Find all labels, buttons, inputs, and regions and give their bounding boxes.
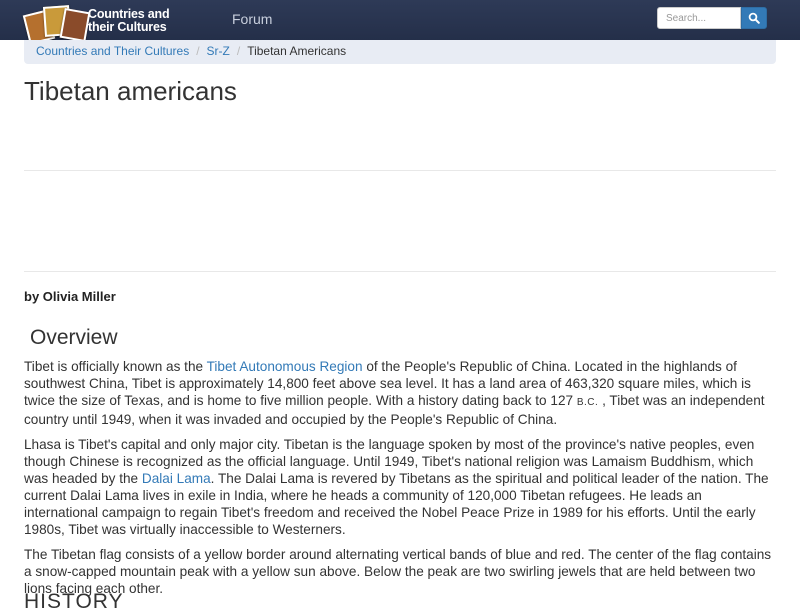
- site-brand[interactable]: [88, 8, 198, 34]
- breadcrumb-separator: /: [196, 44, 200, 58]
- paragraph-text: . The Dalai Lama is revered by Tibetans as the spiritual and political leader of the nation. The current Dalai Lama lives in exile in India, where he heads a community of 120,000 Tibetan refugees. He leads an international campaign to regain Tibet's freedom and received the Nobel Peace Prize in 1989 for his efforts. Until the early 1980s, Tibet was virtually inaccessible to Westerners.: [24, 471, 769, 537]
- paragraph-text: of the People's Republic of China. Located in the highlands of southwest China, Tibet is approximately 14,800 feet above sea level. It has a land area of 463,320 square miles, which is twice the size of Texas, and is home to five million people. With a history dating back to 127: [24, 359, 751, 408]
- paragraph-text: Lhasa is Tibet's capital and only major city. Tibetan is the language spoken by most of the province's native peoples, even though Chinese is recognized as the official language. Until 1949, Tibet's national religion was Lamaism Buddhism, which was headed by the: [24, 437, 755, 486]
- search-input[interactable]: [657, 7, 741, 29]
- link-tibet-autonomous-region[interactable]: Tibet Autonomous Region: [206, 359, 363, 374]
- breadcrumb: [24, 40, 776, 64]
- search-icon: [748, 12, 760, 24]
- breadcrumb-separator: /: [236, 44, 241, 58]
- breadcrumb-item-current: Tibetan Americans: [247, 44, 347, 58]
- link-dalai-lama[interactable]: Dalai Lama: [141, 471, 211, 486]
- divider-bottom: [24, 271, 776, 272]
- logo-tile-3: [60, 8, 91, 42]
- top-navbar: [0, 0, 800, 40]
- paragraph-text: , Tibet was an independent country until 1949, when it was invaded and occupied by the People's Republic of China.: [24, 393, 765, 427]
- divider-top: [24, 170, 776, 171]
- paragraph-1: [24, 358, 776, 428]
- breadcrumb-item-sr-z[interactable]: Sr-Z: [206, 44, 230, 58]
- paragraph-2: [24, 436, 776, 538]
- page-title: Tibetan americans: [24, 76, 237, 106]
- brand-line-1: Countries and: [88, 7, 170, 21]
- breadcrumb-item-countries[interactable]: Countries and Their Cultures: [36, 44, 190, 58]
- article-body: [24, 358, 776, 605]
- section-heading-history: HISTORY: [24, 590, 124, 613]
- brand-line-2: their Cultures: [88, 20, 167, 34]
- era-abbreviation: B.C.: [576, 397, 599, 408]
- section-heading-overview: Overview: [30, 326, 118, 349]
- search-button[interactable]: [741, 7, 767, 29]
- paragraph-text: Tibet is officially known as the: [24, 359, 207, 374]
- nav-forum-link[interactable]: Forum: [232, 11, 273, 27]
- paragraph-3: The Tibetan flag consists of a yellow border around alternating vertical bands of blue and red. The center of the flag contains a snow-capped mountain peak with a yellow sun above. Below the peak are two swirling jewels that are held between two lions facing each other.: [24, 547, 772, 596]
- site-logo[interactable]: [22, 4, 86, 42]
- article-author: by Olivia Miller: [24, 289, 116, 304]
